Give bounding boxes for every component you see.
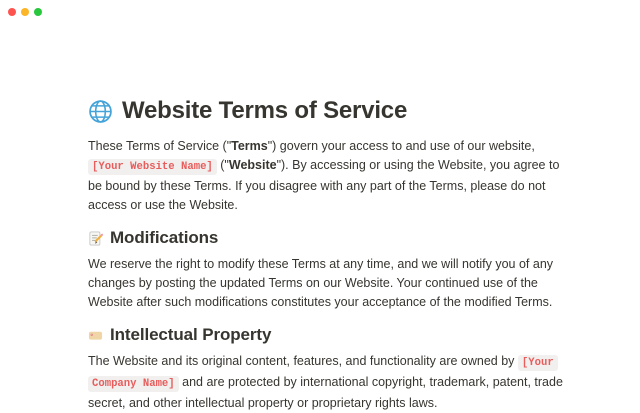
page-title [88,96,570,126]
section-heading-intellectual-property [88,323,570,347]
inline-code-placeholder: [Your Website Name] [88,159,217,175]
intellectual-property-paragraph [88,352,570,413]
text-run: These Terms of Service (" [88,139,232,153]
text-run: The Website and its original content, features, and functionality are owned by [88,354,518,368]
text-run: We reserve the right to modify these Terms at any time, and we will notify you of any changes by posting the updated Terms on our Website. Your continued use of the Website after such modifications constitutes your acceptance of the modified Terms. [88,257,554,309]
section-heading-modifications [88,226,570,250]
zoom-button[interactable] [34,8,42,16]
inline-code-placeholder: [Your Company Name] [88,355,558,392]
label-icon [88,328,103,343]
modifications-paragraph [88,255,570,312]
close-button[interactable] [8,8,16,16]
bold-text-run: Terms [231,139,268,153]
memo-icon [88,231,103,246]
section-heading-text: Modifications [110,228,219,247]
section-heading-text: Intellectual Property [110,325,272,344]
bold-text-run: Website [228,158,277,172]
globe-with-meridians-icon [88,99,113,124]
text-run: and are protected by international copyright, trademark, patent, trade secret, and other intellectual property or proprietary rights laws. [88,375,563,410]
document-content [88,96,570,413]
text-run: (" [216,158,229,172]
text-run: ") govern your access to and use of our website, [267,139,535,153]
text-run: "). By accessing or using the Website, you agree to be bound by these Terms. If you disagree with any part of the Terms, please do not access or use the Website. [88,158,560,212]
page-title-text: Website Terms of Service [122,97,408,124]
window-controls [8,8,42,16]
minimize-button[interactable] [21,8,29,16]
intro-paragraph [88,137,570,215]
